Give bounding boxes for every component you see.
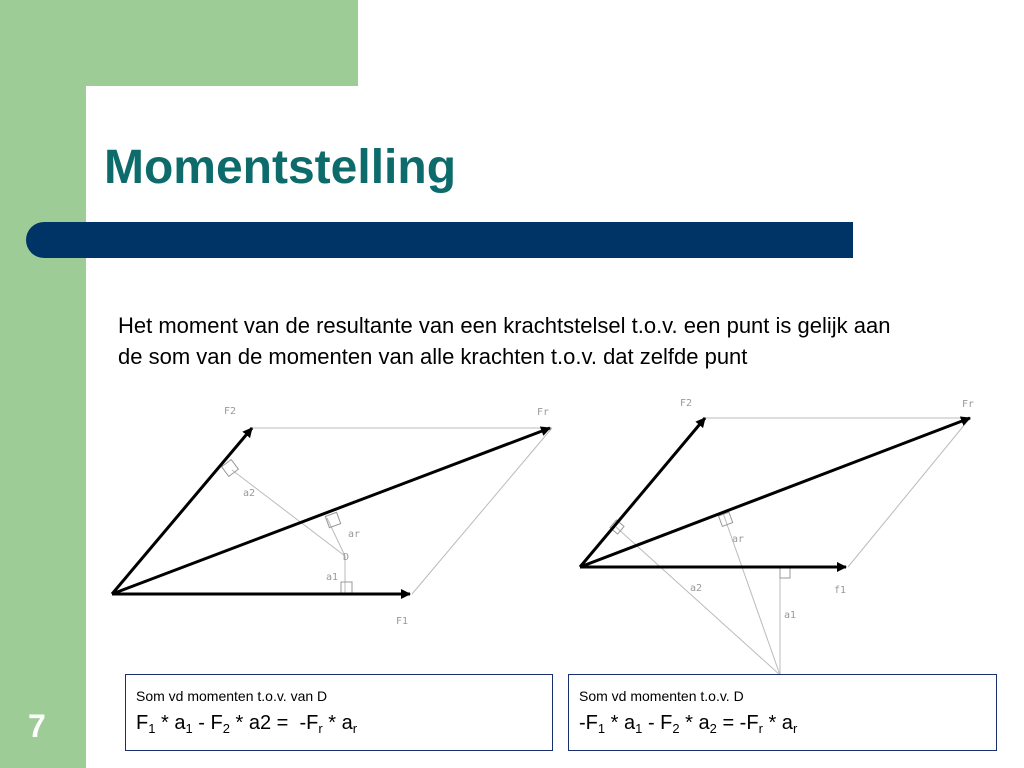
- subscript: 1: [148, 721, 156, 736]
- subscript: 2: [709, 721, 717, 736]
- label-a2: a2: [690, 583, 703, 594]
- diagram-1: [112, 406, 552, 627]
- perpendicular-a2: [616, 527, 780, 675]
- right-angle-a1: [780, 568, 790, 578]
- formula-caption: Som vd momenten t.o.v. D: [579, 688, 744, 704]
- slide-title: Momentstelling: [104, 141, 457, 194]
- label-fr: Fr: [537, 407, 550, 418]
- formula-box-2: [568, 674, 997, 751]
- label-ar: ar: [348, 529, 361, 540]
- subscript: r: [792, 721, 798, 736]
- perpendicular-ar: [327, 518, 345, 556]
- label-a1: a1: [784, 610, 797, 621]
- label-f1: F1: [396, 616, 409, 627]
- subscript: r: [318, 721, 323, 736]
- label-a2: a2: [243, 488, 256, 499]
- subscript: 2: [672, 721, 680, 736]
- label-d: D: [343, 552, 350, 563]
- subscript: 2: [222, 721, 230, 736]
- slide-number: 7: [28, 708, 46, 744]
- subscript: r: [352, 721, 358, 736]
- label-fr: Fr: [962, 399, 975, 410]
- subscript: r: [758, 721, 763, 736]
- label-a1: a1: [326, 572, 339, 583]
- label-ar: ar: [732, 534, 745, 545]
- force-fr-arrow: [112, 428, 550, 594]
- label-f2: F2: [224, 406, 237, 417]
- formula-caption: Som vd momenten t.o.v. van D: [136, 688, 328, 704]
- formula: $F_1 * a_1 - F_2 * a2 = -F_r * a_r$: [136, 712, 358, 736]
- subscript: 1: [635, 721, 643, 736]
- force-fr-arrow: [580, 418, 970, 567]
- label-f2: F2: [680, 398, 693, 409]
- formula-box-1: [125, 674, 553, 751]
- formula: $-F_1 * a_1 - F_2 * a_2 = -F_r * a_r$: [579, 712, 798, 736]
- subscript: 1: [597, 721, 606, 736]
- label-f1: f1: [834, 585, 847, 596]
- right-angle-a1: [341, 582, 352, 593]
- force-f2-arrow: [112, 428, 252, 594]
- subscript: 1: [185, 721, 193, 736]
- diagram-2: [580, 398, 974, 685]
- body-text: Het moment van de resultante van een krachtstelsel t.o.v. een punt is gelijk aan de som van de momenten van alle krachten t.o.v. dat zelfde punt: [118, 313, 891, 369]
